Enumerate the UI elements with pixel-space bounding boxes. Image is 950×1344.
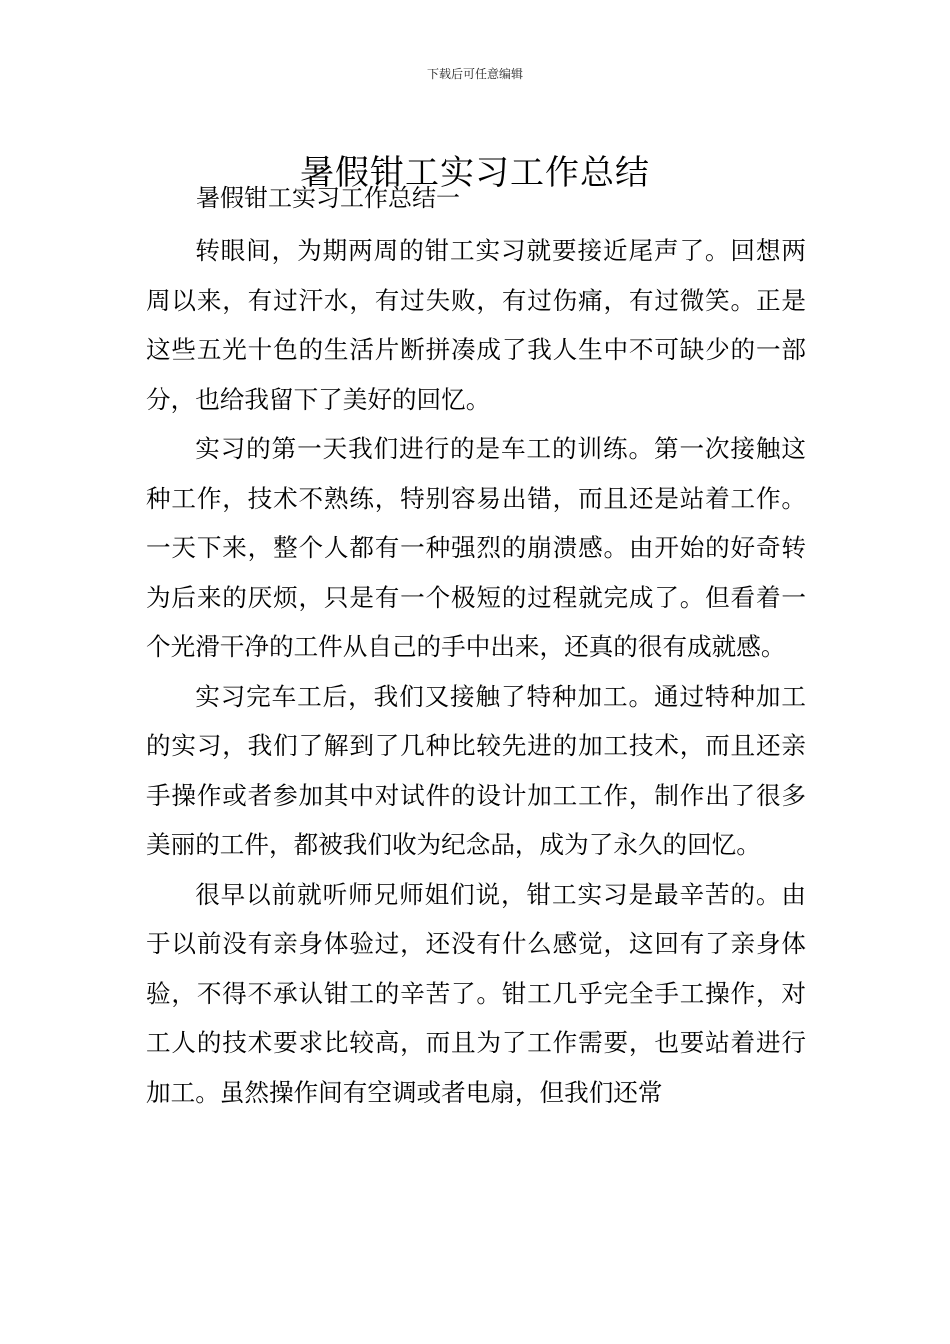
paragraph: 转眼间，为期两周的钳工实习就要接近尾声了。回想两周以来，有过汗水，有过失败，有过伤痛，有过微笑。正是这些五光十色的生活片断拼凑成了我人生中不可缺少的一部分，也给我留下了美好的回忆。 — [146, 236, 806, 414]
document-body — [146, 226, 806, 1117]
document-title: 暑假钳工实习工作总结 — [300, 152, 650, 193]
paragraph: 实习的第一天我们进行的是车工的训练。第一次接触这种工作，技术不熟练，特别容易出错，而且还是站着工作。一天下来，整个人都有一种强烈的崩溃感。由开始的好奇转为后来的厌烦，只是有一个极短的过程就完成了。但看着一个光滑干净的工件从自己的手中出来，还真的很有成就感。 — [146, 434, 806, 661]
document-subtitle: 暑假钳工实习工作总结一 — [196, 184, 460, 212]
paragraph: 很早以前就听师兄师姐们说，钳工实习是最辛苦的。由于以前没有亲身体验过，还没有什么感觉，这回有了亲身体验，不得不承认钳工的辛苦了。钳工几乎完全手工操作，对工人的技术要求比较高，而且为了工作需要，也要站着进行加工。虽然操作间有空调或者电扇，但我们还常 — [146, 879, 806, 1107]
paragraph: 实习完车工后，我们又接触了特种加工。通过特种加工的实习，我们了解到了几种比较先进的加工技术，而且还亲手操作或者参加其中对试件的设计加工工作，制作出了很多美丽的工件，都被我们收为纪念品，成为了永久的回忆。 — [146, 681, 806, 859]
header-note: 下载后可任意编辑 — [426, 67, 523, 81]
